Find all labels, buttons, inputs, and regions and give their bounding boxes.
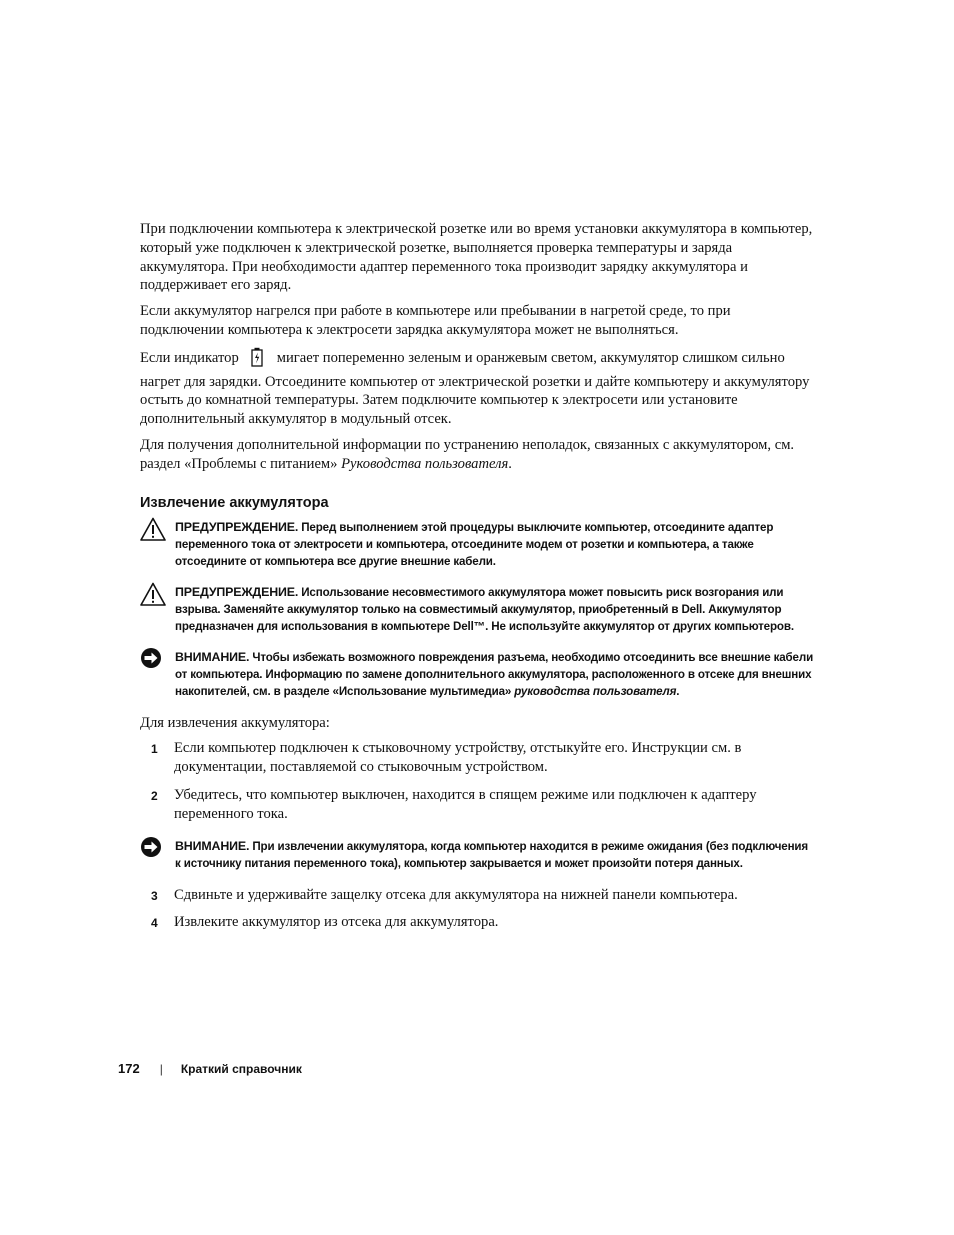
warning-triangle-icon	[140, 517, 166, 546]
indicator-text-after: мигает попеременно зеленым и оранжевым светом, аккумулятор слишком сильно нагрет для зарядки. Отсоедините компьютер от электрической розетки и дайте компьютеру и аккумулятору остыть до комнатной температуры. Затем подключите компьютер к электросети или установите дополнительный аккумулятор в модульный отсек.	[140, 349, 810, 428]
paragraph-indicator	[140, 347, 815, 429]
more-info-text: Для получения дополнительной информации по устранению неполадок, связанных с аккумулятором, см. раздел «Проблемы с питанием»	[140, 436, 795, 472]
caution-notice-2	[140, 838, 815, 872]
paragraph-hot-battery: Если аккумулятор нагрелся при работе в компьютере или пребывании в нагретой среде, то при подключении компьютера к электросети зарядка аккумулятора может не выполняться.	[140, 303, 731, 338]
notice-circle-icon	[140, 836, 162, 863]
warning-triangle-icon	[140, 582, 166, 611]
page-content	[140, 220, 815, 941]
warning-1-label: ПРЕДУПРЕЖДЕНИЕ.	[175, 519, 299, 534]
warning-2-body: Использование несовместимого аккумулятора может повысить риск возгорания или взрыва. Заменяйте аккумулятор только на совместимый аккумулятор, приобретенный в Dell. Аккумулятор предназначен для использования в компьютере Dell™. Не используйте аккумулятор от других компьютеров.	[175, 585, 794, 633]
list-item	[140, 739, 815, 777]
step-text: Сдвиньте и удерживайте защелку отсека для аккумулятора на нижней панели компьютера.	[174, 886, 738, 903]
list-item	[140, 913, 815, 932]
step-number: 2	[151, 788, 158, 803]
warning-1-text	[175, 519, 815, 570]
warning-notice-1	[140, 519, 815, 570]
caution-1-label: ВНИМАНИЕ.	[175, 649, 250, 664]
warning-2-label: ПРЕДУПРЕЖДЕНИЕ.	[175, 584, 299, 599]
warning-2-text	[175, 584, 815, 635]
warning-notice-2	[140, 584, 815, 635]
list-item	[140, 786, 815, 824]
caution-2-body: При извлечении аккумулятора, когда компьютер находится в режиме ожидания (без подключения к источнику питания переменного тока), компьютер закрывается и может произойти потеря данных.	[175, 839, 809, 870]
caution-1-body: Чтобы избежать возможного повреждения разъема, необходимо отсоединить все внешние кабели от компьютера. Информацию по замене дополнительного аккумулятора, расположенного в отсеке для внешних накопителей, см. в разделе «Использование мультимедиа»	[175, 650, 814, 698]
steps-list	[140, 739, 815, 932]
warning-1-body: Перед выполнением этой процедуры выключите компьютер, отсоедините адаптер переменного тока от электросети и компьютера, отсоедините модем от розетки и компьютера, а также отсоедините от компьютера все другие внешние кабели.	[175, 520, 774, 568]
footer-separator: |	[159, 1061, 163, 1076]
step-text: Извлеките аккумулятор из отсека для аккумулятора.	[174, 914, 499, 931]
paragraph-charging-check: При подключении компьютера к электрической розетке или во время установки аккумулятора в компьютер, который уже подключен к электрической розетке, выполняется проверка температуры и заряда аккумулятора. При необходимости адаптер переменного тока производит зарядку аккумулятора и поддерживает его заряд.	[140, 221, 813, 294]
user-guide-reference: Руководства пользователя	[341, 455, 509, 472]
step-number: 3	[151, 888, 158, 903]
steps-intro: Для извлечения аккумулятора:	[140, 714, 330, 731]
step-text: Убедитесь, что компьютер выключен, находится в спящем режиме или подключен к адаптеру переменного тока.	[174, 786, 757, 822]
page-number: 172	[118, 1061, 140, 1076]
caution-notice-1	[140, 649, 815, 700]
notice-circle-icon	[140, 647, 162, 674]
caution-1-text	[175, 649, 815, 700]
caution-2-text	[175, 838, 815, 872]
step-number: 1	[151, 742, 158, 757]
step-number: 4	[151, 916, 158, 931]
section-heading: Извлечение аккумулятора	[140, 494, 329, 511]
page-footer	[118, 1061, 302, 1076]
footer-title: Краткий справочник	[180, 1061, 302, 1076]
battery-status-icon	[251, 347, 263, 373]
caution-1-reference: руководства пользователя	[514, 684, 677, 698]
step-text: Если компьютер подключен к стыковочному устройству, отстыкуйте его. Инструкции см. в документации, поставляемой со стыковочным устройством.	[174, 740, 742, 776]
caution-2-label: ВНИМАНИЕ.	[175, 838, 250, 853]
caution-1-end: .	[676, 684, 680, 698]
indicator-text-before: Если индикатор	[140, 349, 239, 366]
more-info-end: .	[508, 455, 512, 472]
list-item	[140, 886, 815, 905]
paragraph-more-info	[140, 436, 815, 474]
